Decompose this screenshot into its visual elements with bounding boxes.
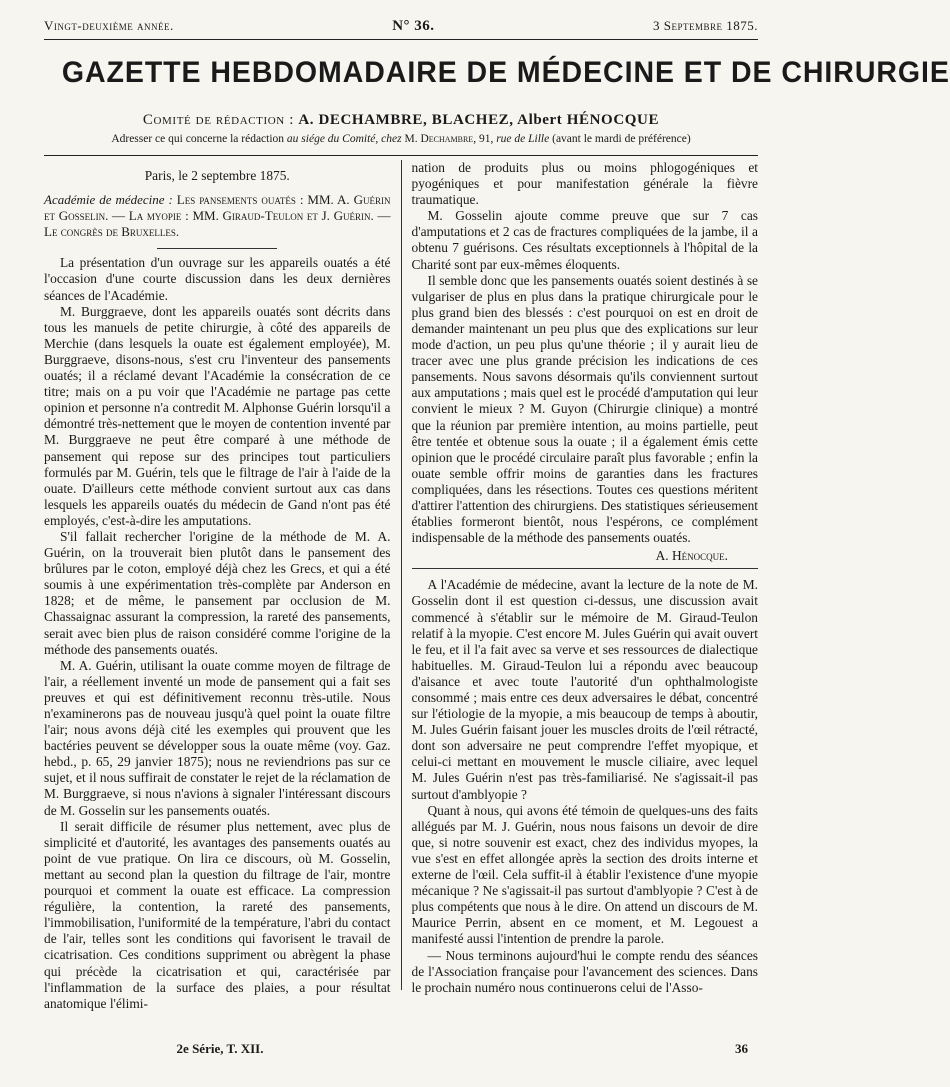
paragraph: Il serait difficile de résumer plus nettement, avec plus de simplicité et d'autorité, les avantages des pansements ouatés au point de vue pratique. On lira ce discours, où M. Gosselin, mettant au second plan la question du filtrage de l'air, montre pourquoi et comment la ouate est efficace. La compression régulière, la contention, la rareté des pansements, l'immobilisation, l'uniformité de la température, l'abri du contact de l'air, telles sont les conditions qui favorisent le travail de cicatrisation. Ces conditions suppriment ou abrègent la phase qui précède la cicatrisation et qui, caractérisée par l'inflammation de la surface des plaies, a pour résultat anatomique l'élimi- bbox=[44, 818, 391, 1011]
committee-names: A. DECHAMBRE, BLACHEZ, Albert HÉNOCQUE bbox=[298, 112, 660, 128]
paragraph: S'il fallait rechercher l'origine de la méthode de M. A. Guérin, on la trouverait bien plutôt dans le pansement des brûlures par le coton, employé déjà chez les Grecs, et qui a été soumis à une expérimentation très-complète par Anderson en 1828; et de même, le pansement par occlusion de M. Chassaignac assurant la compression, la rareté des pansements, serait avec bien plus de raison considéré comme l'origine de la méthode des pansements ouatés. bbox=[44, 528, 391, 657]
address-part2: au siége du Comité, chez bbox=[286, 133, 402, 145]
right-paragraphs-a bbox=[412, 160, 759, 546]
paragraph: La présentation d'un ouvrage sur les appareils ouatés a été l'occasion d'une courte discussion dans les deux dernières séances de l'Académie. bbox=[44, 255, 391, 303]
editorial-address bbox=[44, 133, 758, 145]
issue-header bbox=[44, 18, 758, 35]
page-number: 36 bbox=[735, 1041, 748, 1056]
paragraph: Quant à nous, qui avons été témoin de quelques-uns des faits allégués par M. J. Guérin, nous nous faisons un devoir de dire que, si notre souvenir est exact, chez des individus myopes, la vue s'est en effet allongée après la section des droits interne et externe de l'œil. Cela suffit-il à établir l'existence d'une myopie mécanique ? Ne s'agissait-il pas surtout d'amblyopie ? C'est à de plus compétents que nous à le dire. On attend un discours de M. Maurice Perrin, absent en ce moment, et M. Legouest a manifesté aussi l'intention de prendre la parole. bbox=[411, 802, 758, 947]
paragraph: M. Gosselin ajoute comme preuve que sur 7 cas d'amputations et 2 cas de fractures compliquées de la jambe, il a obtenu 7 guérisons. Ces résultats exceptionnels à l'hôpital de la Charité sont par eux-mêmes éloquents. bbox=[411, 208, 758, 272]
paragraph: A l'Académie de médecine, avant la lecture de la note de M. Gosselin dont il est question ci-dessus, une discussion avait commencé à s'établir sur le mémoire de M. Giraud-Teulon relatif à la myopie. C'est encore M. Jules Guérin qui avait ouvert le feu, et il l'a fait avec sa verve et ses ressources de dialectique habituelles. M. Giraud-Teulon lui a répondu avec beaucoup d'aisance et avec toute l'autorité d'un ophthalmologiste consommé ; mais entre ces deux adversaires le débat, concentré sur l'étiologie de la myopie, a mis beaucoup de temps à aboutir, M. Jules Guérin faisant jouer les muscles droits de l'œil rétracté, dont son adversaire ne peut comprendre l'effet myopique, et celui-ci mettant en mouvement le muscle ciliaire, avec lequel M. Jules Guérin n'est pas très-familiarisé. Ne s'agissait-il pas surtout d'amblyopie ? bbox=[411, 577, 758, 802]
signature: A. Hénocque. bbox=[655, 548, 728, 564]
paragraph: — Nous terminons aujourd'hui le compte rendu des séances de l'Association française pour l'avancement des sciences. Dans le prochain numéro nous continuerons celui de l'Asso- bbox=[411, 947, 758, 995]
address-part3: M. Dechambre, 91, bbox=[404, 133, 494, 145]
address-part4: rue de Lille bbox=[496, 133, 550, 145]
paragraph: Il semble donc que les pansements ouatés soient destinés à se vulgariser de plus en plus dans la pratique chirurgicale pour le plus grand bien des blessés : c'est pourquoi on est en droit de demander maintenant un peu plus que des explications sur leur mode d'action, un peu plus qu'une théorie ; il y aurait lieu de tracer avec une plus grande précision les indications de ces pansements. Nous savons désormais qu'ils conviennent surtout aux amputations ; mais quel est le procédé d'amputation qui leur convient le mieux ? M. Guyon (Chirurgie clinique) a montré que la réunion par première intention, au moins partielle, peut être tentée et obtenue sous la ouate ; il a également émis cette opinion que le procédé circulaire paraît plus favorable ; enfin la ouate semble offrir moins de garanties dans les fractures compliquées, dans les résections. Toutes ces questions méritent d'attirer l'attention des chirurgiens. Des statistiques sérieusement établies formeront bientôt, nous l'espérons, ce complément indispensable de la méthode des pansements ouatés. bbox=[411, 272, 758, 546]
issue-number: N° 36. bbox=[392, 18, 435, 34]
header-rule bbox=[44, 39, 758, 40]
masthead-title: GAZETTE HEBDOMADAIRE DE MÉDECINE ET DE CHIRURGIE bbox=[61, 56, 950, 89]
series-label: 2e Série, T. XII. bbox=[176, 1041, 264, 1056]
right-column bbox=[402, 160, 759, 996]
paragraph: M. Burggraeve, dont les appareils ouatés sont décrits dans tous les manuels de petite chirurgie, à côté des appareils de Merchie (dans lesquels la ouate est également employée), M. Burggraeve, disons-nous, s'est cru l'inventeur des pansements ouatés; il a réclamé devant l'Académie la consécration de ce titre; mais on a pu voir que l'Académie ne partage pas cette opinion et personne n'a contredit M. Alphonse Guérin lorsqu'il a démontré très-nettement que le moyen de contention inventé par M. Burggraeve ne peut être comparé à une méthode de pansement qui repose sur des principes tout particuliers formulés par M. Guérin, tels que le filtrage de l'air à l'aide de la ouate. D'ailleurs cette méthode convient surtout aux cas dans lesquels les appareils ouatés du médecin de Gand n'ont pas été employés, c'est-à-dire les amputations. bbox=[44, 303, 391, 528]
address-part5: (avant le mardi de préférence) bbox=[552, 133, 691, 145]
summary-section: Académie de médecine : bbox=[44, 192, 173, 208]
address-part1: Adresser ce qui concerne la rédaction bbox=[111, 133, 285, 145]
signature-rule bbox=[412, 568, 759, 569]
dateline: Paris, le 2 septembre 1875. bbox=[144, 168, 290, 183]
paragraph: nation de produits plus ou moins phlogogéniques et pyogéniques et pour manifestation générale la fièvre traumatique. bbox=[411, 160, 758, 208]
issue-date: 3 Septembre 1875. bbox=[653, 18, 758, 33]
article-columns bbox=[44, 160, 758, 1011]
left-column bbox=[44, 160, 402, 1011]
year-label: Vingt-deuxième année. bbox=[44, 18, 174, 33]
editorial-committee bbox=[44, 112, 758, 129]
summary-separator bbox=[157, 248, 277, 249]
article-summary bbox=[44, 192, 391, 240]
committee-label: Comité de rédaction : bbox=[142, 112, 294, 128]
masthead-rule bbox=[44, 155, 758, 156]
left-paragraphs bbox=[44, 255, 391, 1011]
paragraph: M. A. Guérin, utilisant la ouate comme moyen de filtrage de l'air, a réellement inventé un mode de pansement qui a fait ses preuves et qui est définitivement reconnu très-utile. Nous n'examinerons pas de nouveau jusqu'à quel point la ouate filtre l'air; nous avons déjà cité les exemples qui prouvent que les bactéries peuvent se développer sous la ouate même (voy. Gaz. hebd., p. 65, 29 janvier 1875); nous ne reviendrions pas sur ce sujet, et il nous suffirait de constater le rejet de la réclamation de M. Burggraeve, si nous n'avions à signaler l'intéressant discours de M. Gosselin sur les pansements ouatés. bbox=[44, 657, 391, 818]
page-footer bbox=[44, 1041, 758, 1057]
right-paragraphs-b bbox=[412, 577, 759, 995]
summary-topics: Les pansements ouatés : MM. A. Guérin et Gosselin. — La myopie : MM. Giraud-Teulon et J. Guérin. — Le congrès de Bruxelles. bbox=[44, 192, 391, 240]
